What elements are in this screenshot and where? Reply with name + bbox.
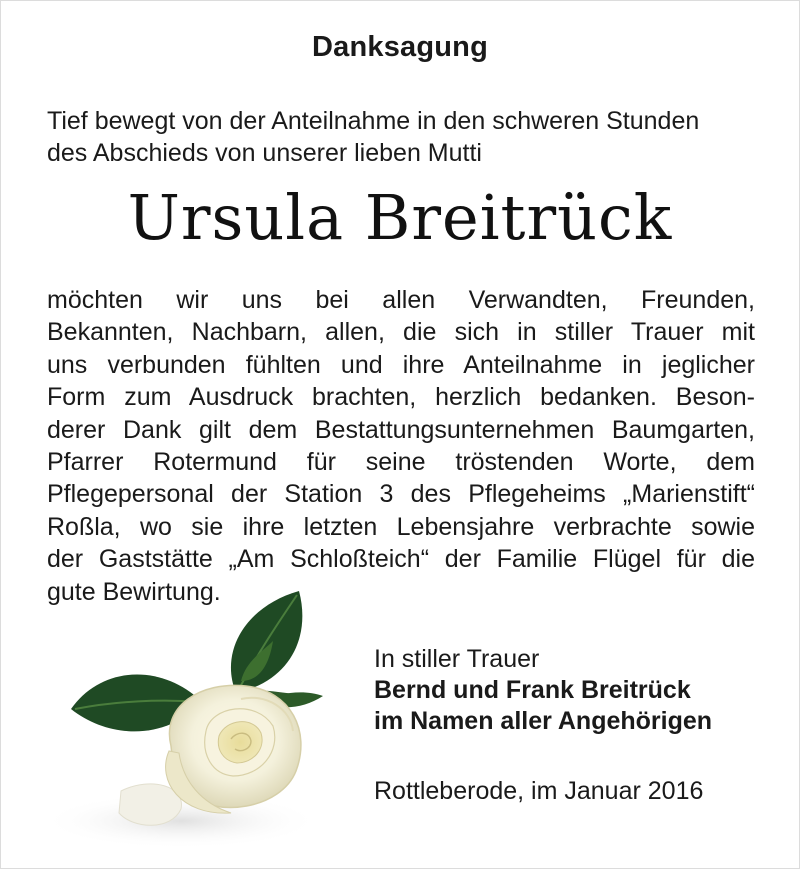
- notice-heading: Danksagung: [311, 31, 489, 63]
- intro-line: Tief bewegt von der Anteilnahme in den schweren Stunden: [47, 107, 700, 135]
- signature-family: im Namen aller Angehörigen: [374, 707, 713, 735]
- place-date: Rottleberode, im Januar 2016: [374, 777, 704, 805]
- body-line: uns verbunden fühlten und ihre Anteilnahme in jeglicher: [47, 350, 755, 379]
- deceased-name: Ursula Breitrück: [127, 181, 673, 254]
- signature-names: Bernd und Frank Breitrück: [374, 676, 691, 704]
- body-line: Roßla, wo sie ihre letzten Lebensjahre verbrachte sowie: [47, 512, 755, 541]
- body-line: der Gaststätte „Am Schloßteich“ der Familie Flügel für die: [47, 545, 755, 574]
- white-rose-icon: [41, 581, 341, 851]
- body-line: Pflegepersonal der Station 3 des Pflegeheims „Marienstift“: [47, 480, 755, 509]
- intro-line: des Abschieds von unserer lieben Mutti: [47, 139, 482, 167]
- body-line: derer Dank gilt dem Bestattungsunternehmen Baumgarten,: [47, 415, 755, 444]
- body-line: möchten wir uns bei allen Verwandten, Freunden,: [47, 286, 755, 314]
- body-line: gute Bewirtung.: [47, 577, 221, 606]
- signature-phrase: In stiller Trauer: [374, 645, 540, 673]
- signature-block: [374, 644, 712, 737]
- intro-text: [47, 105, 761, 169]
- body-line: Bekannten, Nachbarn, allen, die sich in stiller Trauer mit: [47, 318, 755, 347]
- thanks-body: [47, 284, 755, 608]
- body-line: Pfarrer Rotermund für seine tröstenden Worte, dem: [47, 448, 755, 477]
- body-line: Form zum Ausdruck brachten, herzlich bedanken. Beson-: [47, 383, 755, 412]
